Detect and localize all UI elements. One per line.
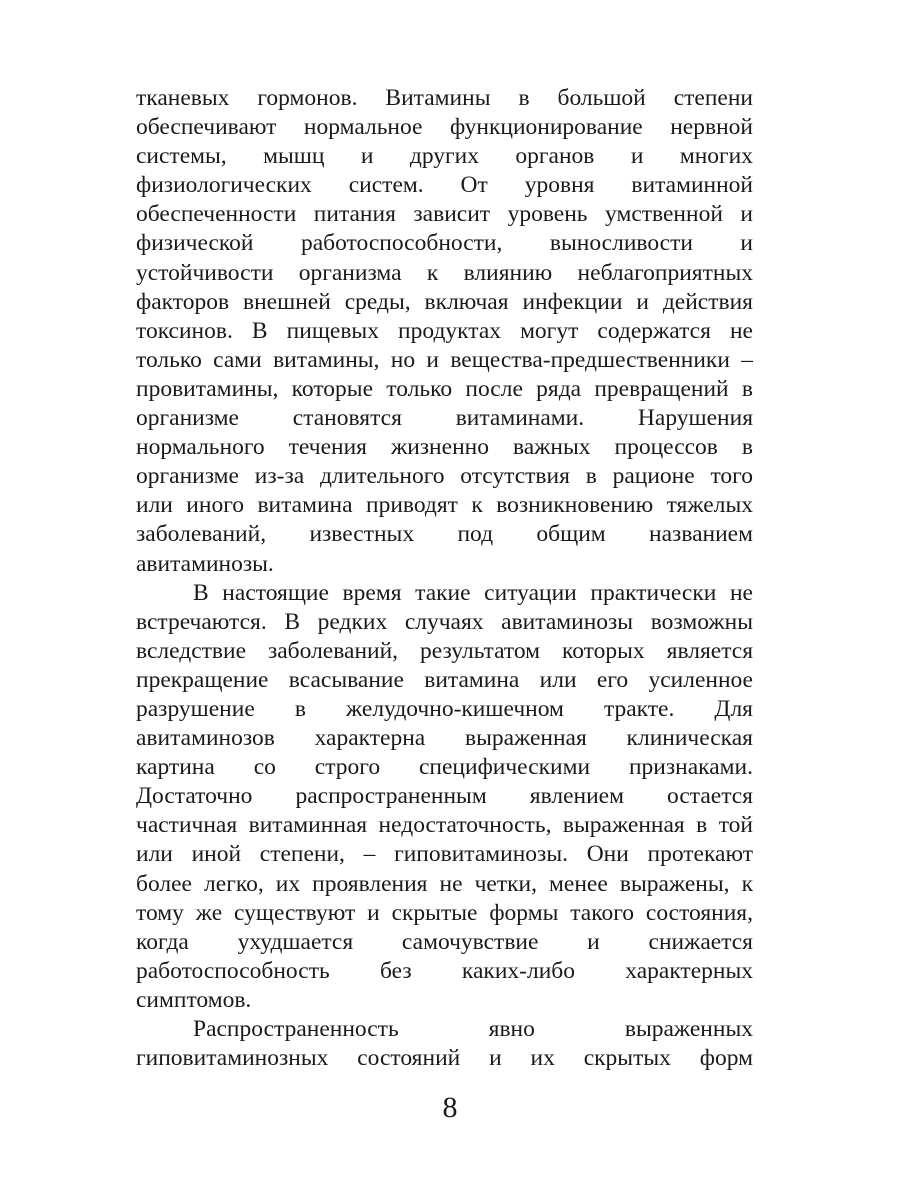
text-line: системы, мышц и других органов и многих xyxy=(136,143,753,170)
text-line: организме из-за длительного отсутствия в рационе того xyxy=(136,463,753,490)
text-line: авитаминозы. xyxy=(136,550,274,577)
paragraph-1 xyxy=(136,84,753,579)
text-line: нормального течения жизненно важных процессов в xyxy=(136,434,753,461)
text-line: вследствие заболеваний, результатом которых является xyxy=(136,637,753,664)
paragraph-2 xyxy=(136,579,753,1015)
text-line: картина со строго специфическими признаками. xyxy=(136,754,753,781)
text-line: более легко, их проявления не четки, менее выражены, к xyxy=(136,870,753,897)
text-line: Достаточно распространенным явлением остается xyxy=(136,783,753,810)
page-body xyxy=(136,84,753,1073)
text-line: обеспечивают нормальное функционирование нервной xyxy=(136,114,753,141)
text-line: факторов внешней среды, включая инфекции и действия xyxy=(136,288,753,315)
text-line: разрушение в желудочно-кишечном тракте. Для xyxy=(136,695,753,722)
text-line: организме становятся витаминами. Нарушения xyxy=(136,405,753,432)
text-line: работоспособность без каких-либо характерных xyxy=(136,957,753,984)
text-line: симптомов. xyxy=(136,986,252,1013)
text-line: или иной степени, – гиповитаминозы. Они протекают xyxy=(136,841,753,868)
text-line: тканевых гормонов. Витамины в большой степени xyxy=(136,85,753,111)
text-line: Распространенность явно выраженных xyxy=(193,1016,753,1042)
paragraph-3 xyxy=(136,1015,753,1073)
text-line: прекращение всасывание витамина или его усиленное xyxy=(136,666,753,693)
text-line: встречаются. В редких случаях авитаминозы возможны xyxy=(136,608,753,635)
text-line: когда ухудшается самочувствие и снижается xyxy=(136,928,753,955)
text-line: только сами витамины, но и вещества-предшественники – xyxy=(136,346,753,373)
text-line: авитаминозов характерна выраженная клиническая xyxy=(136,725,753,752)
text-line: гиповитаминозных состояний и их скрытых форм xyxy=(136,1045,753,1072)
text-line: или иного витамина приводят к возникновению тяжелых xyxy=(136,492,753,519)
text-line: частичная витаминная недостаточность, выраженная в той xyxy=(136,812,753,839)
text-line: токсинов. В пищевых продуктах могут содержатся не xyxy=(136,317,753,344)
text-line: обеспеченности питания зависит уровень умственной и xyxy=(136,201,753,228)
text-line: физиологических систем. От уровня витаминной xyxy=(136,172,753,199)
text-line: заболеваний, известных под общим названием xyxy=(136,521,753,548)
text-line: тому же существуют и скрытые формы такого состояния, xyxy=(136,899,753,926)
text-line: В настоящие время такие ситуации практически не xyxy=(193,579,753,606)
page-number: 8 xyxy=(442,1091,458,1124)
text-line: провитамины, которые только после ряда превращений в xyxy=(136,375,753,402)
text-line: физической работоспособности, выносливости и xyxy=(136,230,753,257)
text-line: устойчивости организма к влиянию неблагоприятных xyxy=(136,259,753,286)
